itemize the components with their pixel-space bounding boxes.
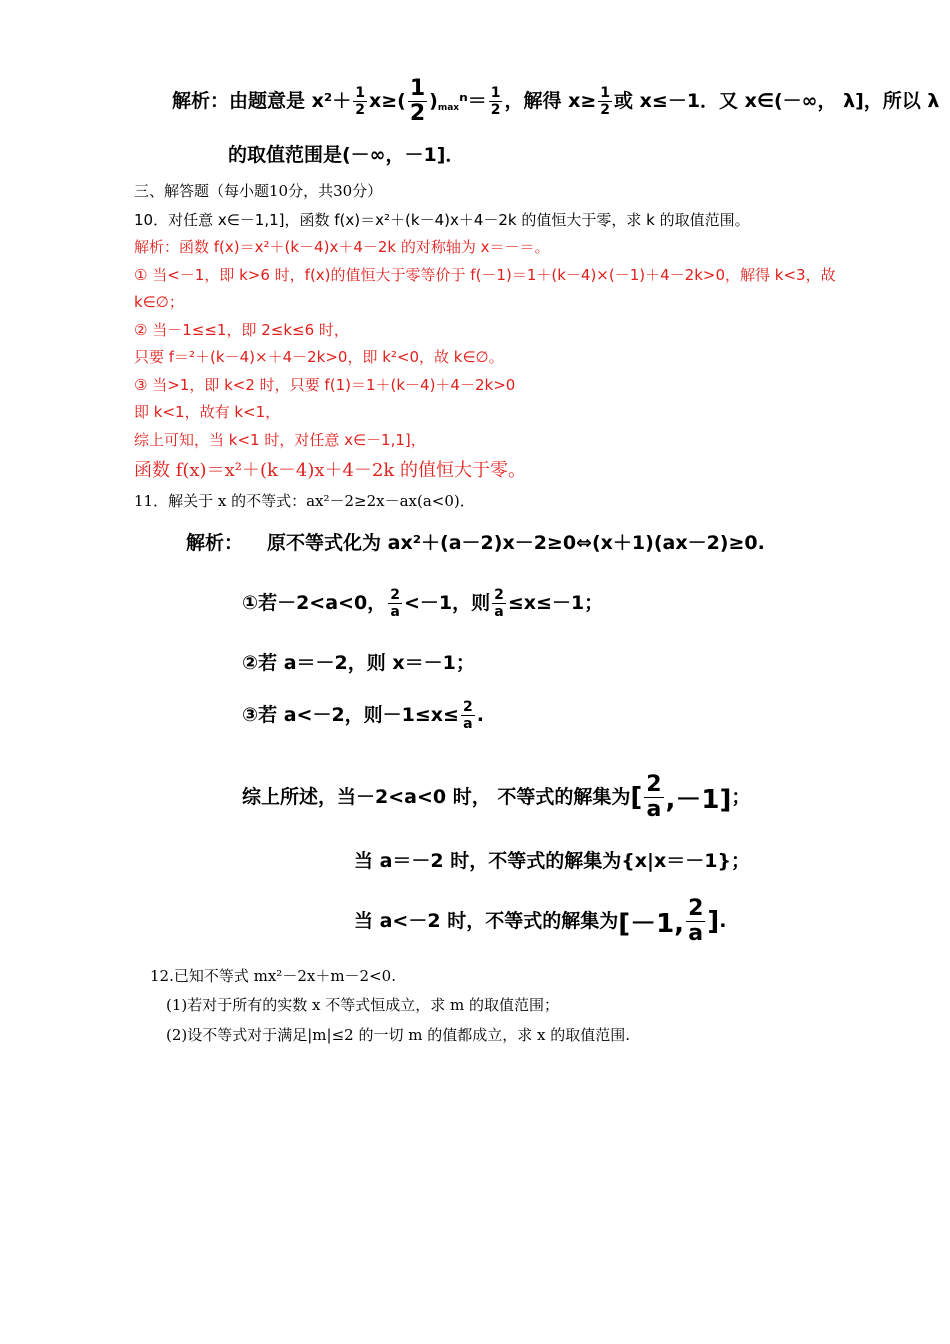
q11-summary1: 综上所述，当－2<a<0 时， 不等式的解集为[ $\frac{2}{a}$ ,－1]； xyxy=(242,772,751,822)
fraction: $\frac{2}{a}$ xyxy=(462,699,473,732)
q10-solution-line: ③ 当>1，即 k<2 时，只要 f(1)＝1＋(k－4)＋4－2k>0 xyxy=(134,376,516,394)
q12-prompt: 12.已知不等式 mx²－2x＋m－2<0. xyxy=(150,967,396,985)
q10-solution-line: ① 当<－1，即 k>6 时，f(x)的值恒大于零等价于 f(－1)＝1＋(k－4)×(－1)＋4－2k>0，解得 k<3，故 xyxy=(134,266,836,284)
fraction: $\frac{2}{a}$ xyxy=(494,587,504,620)
q10-solution-line: ② 当－1≤≤1，即 2≤k≤6 时， xyxy=(134,321,349,339)
q11-case3: ③若 a<－2，则－1≤x≤ $\frac{2}{a}$ . xyxy=(242,699,484,732)
q10-solution-line: 解析：函数 f(x)＝x²＋(k－4)x＋4－2k 的对称轴为 x＝－＝。 xyxy=(134,238,550,256)
q11-case1: ①若－2<a<0， $\frac{2}{a}$ <－1，则 $\frac{2}{a}$ ≤x≤－1； xyxy=(242,587,604,620)
fraction: $\frac{1}{2}$ xyxy=(355,85,365,118)
q10-solution-line: 综上可知，当 k<1 时，对任意 x∈－1,1]， xyxy=(134,431,426,449)
q11-summary3: 当 a<－2 时，不等式的解集为[－1, $\frac{2}{a}$ ]. xyxy=(354,896,727,946)
top-solution-line1: 解析：由题意是 x²＋ $\frac{1}{2}$ x≥( $\frac{1}{2}$ )$_{max}^n=$ $\frac{1}{2}$ ，解得 x≥ $\frac{1}{2}$ 或 x≤－1．又 x∈(－∞， λ]，所以 λ xyxy=(172,76,940,126)
q10-solution-line: 即 k<1，故有 k<1， xyxy=(134,403,281,421)
q10-prompt: 10．对任意 x∈－1,1]，函数 f(x)＝x²＋(k－4)x＋4－2k 的值恒大于零，求 k 的取值范围。 xyxy=(134,211,750,229)
fraction: $\frac{2}{a}$ xyxy=(688,896,704,946)
q12-part1: (1)若对于所有的实数 x 不等式恒成立，求 m 的取值范围； xyxy=(166,996,560,1014)
q11-solution-line1: 解析： 原不等式化为 ax²＋(a－2)x－2≥0⇔(x＋1)(ax－2)≥0. xyxy=(186,532,765,554)
q11-prompt: 11．解关于 x 的不等式：ax²－2≥2x－ax(a<0)． xyxy=(134,492,475,510)
q11-case2: ②若 a＝－2，则 x＝－1； xyxy=(242,652,475,674)
fraction: $\frac{2}{a}$ xyxy=(390,587,400,620)
q10-conclusion: 函数 f(x)＝x²＋(k－4)x＋4－2k 的值恒大于零。 xyxy=(134,460,527,481)
top-solution-line2: 的取值范围是(－∞，－1]． xyxy=(228,144,465,166)
section-header: 三、解答题（每小题10分，共30分） xyxy=(134,182,383,200)
q10-solution-line: k∈∅； xyxy=(134,293,184,311)
fraction: $\frac{1}{2}$ xyxy=(409,76,426,126)
q10-solution-line: 只要 f＝²＋(k－4)×＋4－2k>0，即 k²<0，故 k∈∅。 xyxy=(134,348,504,366)
fraction: $\frac{1}{2}$ xyxy=(600,85,611,118)
fraction: $\frac{2}{a}$ xyxy=(646,772,662,822)
q11-summary2: 当 a＝－2 时，不等式的解集为{x|x＝－1}； xyxy=(354,850,750,872)
fraction: $\frac{1}{2}$ xyxy=(490,85,501,118)
q12-part2: (2)设不等式对于满足|m|≤2 的一切 m 的值都成立，求 x 的取值范围. xyxy=(166,1026,630,1044)
